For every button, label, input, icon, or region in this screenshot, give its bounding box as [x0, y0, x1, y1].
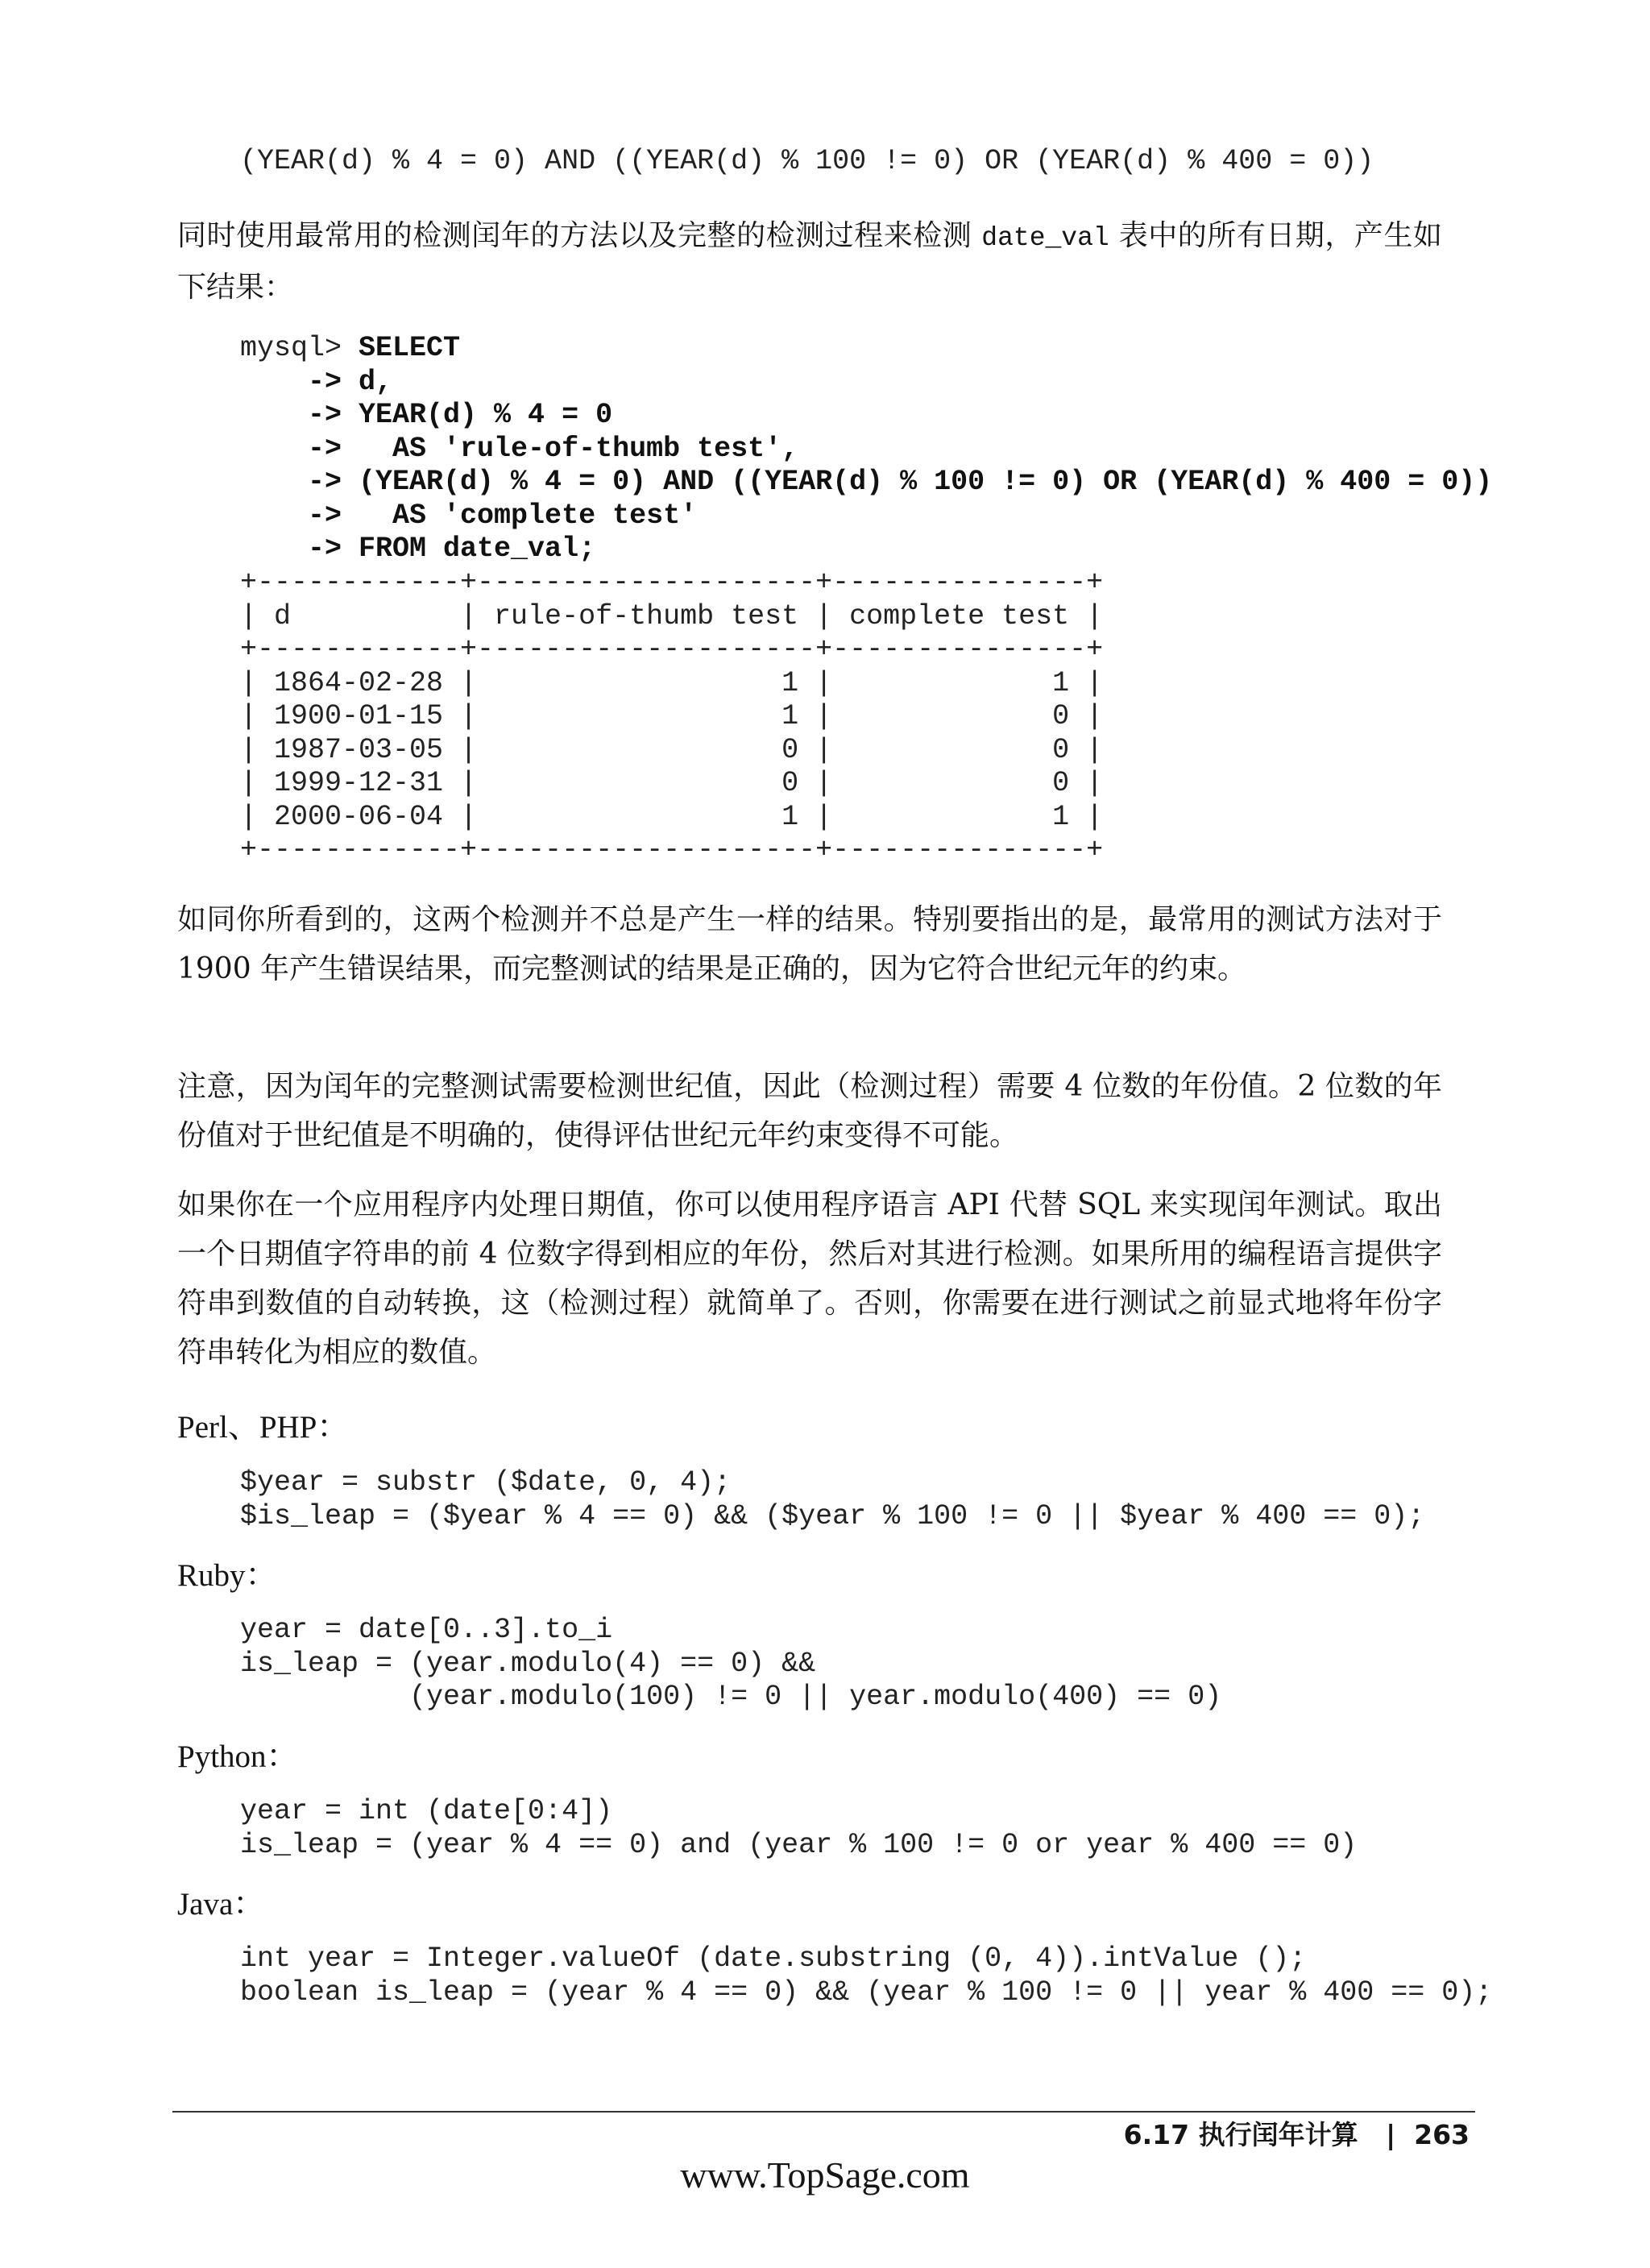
intro-paragraph	[177, 211, 1442, 312]
python-code: year = int (date[0:4]) is_leap = (year % 4 == 0) and (year % 100 != 0 or year % 400 == 0)	[240, 1795, 1358, 1861]
table-border: +------------+--------------------+---------------+	[240, 834, 1104, 866]
table-row: | 1864-02-28 | 1 | 1 |	[240, 666, 1104, 699]
perl-php-label: Perl、PHP：	[177, 1410, 349, 1445]
ruby-code: year = date[0..3].to_i is_leap = (year.modulo(4) == 0) && (year.modulo(100) != 0 || year.modulo(400) == 0)	[240, 1614, 1222, 1713]
query-line: -> d,	[240, 365, 393, 398]
ruby-label: Ruby：	[177, 1558, 277, 1593]
table-row: | 1900-01-15 | 1 | 0 |	[240, 700, 1104, 732]
intro-text-after: 表中的所有日期，产生如下结果：	[177, 219, 1442, 304]
query-line: SELECT	[359, 332, 461, 364]
table-header-row: | d | rule-of-thumb test | complete test |	[240, 599, 1104, 632]
running-footer	[1124, 2117, 1470, 2153]
section-title: 6.17 执行闰年计算	[1123, 2119, 1358, 2150]
table-row: | 2000-06-04 | 1 | 1 |	[240, 800, 1104, 833]
table-border: +------------+--------------------+---------------+	[240, 633, 1104, 665]
java-code: int year = Integer.valueOf (date.substring (0, 4)).intValue (); boolean is_leap = (year % 4 == 0) && (year % 100 != 0 || year % 400 == 0);	[240, 1943, 1493, 2009]
footer-rule	[172, 2111, 1475, 2113]
mysql-prompt: mysql>	[240, 332, 359, 364]
perl-php-code: $year = substr ($date, 0, 4); $is_leap = ($year % 4 == 0) && ($year % 100 != 0 || $year % 400 == 0);	[240, 1466, 1425, 1532]
sql-query-block	[240, 332, 1492, 566]
table-row: | 1999-12-31 | 0 | 0 |	[240, 767, 1104, 799]
query-line: -> YEAR(d) % 4 = 0	[240, 399, 613, 431]
python-label: Python：	[177, 1739, 298, 1774]
page-number: 263	[1414, 2119, 1470, 2150]
query-result-table	[240, 566, 1103, 868]
query-line: -> FROM date_val;	[240, 533, 596, 565]
paragraph-application-test: 如果你在一个应用程序内处理日期值，你可以使用程序语言 API 代替 SQL 来实现闰年测试。取出一个日期值字符串的前 4 位数字得到相应的年份，然后对其进行检测。如果所用的编程语言提供字符串到数值的自动转换，这（检测过程）就简单了。否则，你需要在进行测试之前显式地将年份字符串转化为相应的数值。	[177, 1188, 1442, 1369]
footer-separator: |	[1386, 2119, 1396, 2150]
table-name-code: date_val	[981, 223, 1109, 253]
paragraph-result-explanation: 如同你所看到的，这两个检测并不总是产生一样的结果。特别要指出的是，最常用的测试方法对于 1900 年产生错误结果，而完整测试的结果是正确的，因为它符合世纪元年的约束。	[177, 903, 1442, 985]
java-label: Java：	[177, 1887, 265, 1922]
query-line: -> AS 'rule-of-thumb test',	[240, 432, 799, 465]
leap-year-expression: (YEAR(d) % 4 = 0) AND ((YEAR(d) % 100 != 0) OR (YEAR(d) % 400 = 0))	[240, 145, 1374, 177]
paragraph-four-digit-note: 注意，因为闰年的完整测试需要检测世纪值，因此（检测过程）需要 4 位数的年份值。2 位数的年份值对于世纪值是不明确的，使得评估世纪元年约束变得不可能。	[177, 1070, 1442, 1152]
table-row: | 1987-03-05 | 0 | 0 |	[240, 733, 1104, 766]
table-border: +------------+--------------------+---------------+	[240, 566, 1104, 599]
watermark-url: www.TopSage.com	[680, 2154, 970, 2195]
query-line: -> (YEAR(d) % 4 = 0) AND ((YEAR(d) % 100 != 0) OR (YEAR(d) % 400 = 0))	[240, 466, 1493, 498]
intro-text-before: 同时使用最常用的检测闰年的方法以及完整的检测过程来检测	[177, 219, 982, 252]
query-line: -> AS 'complete test'	[240, 499, 698, 532]
